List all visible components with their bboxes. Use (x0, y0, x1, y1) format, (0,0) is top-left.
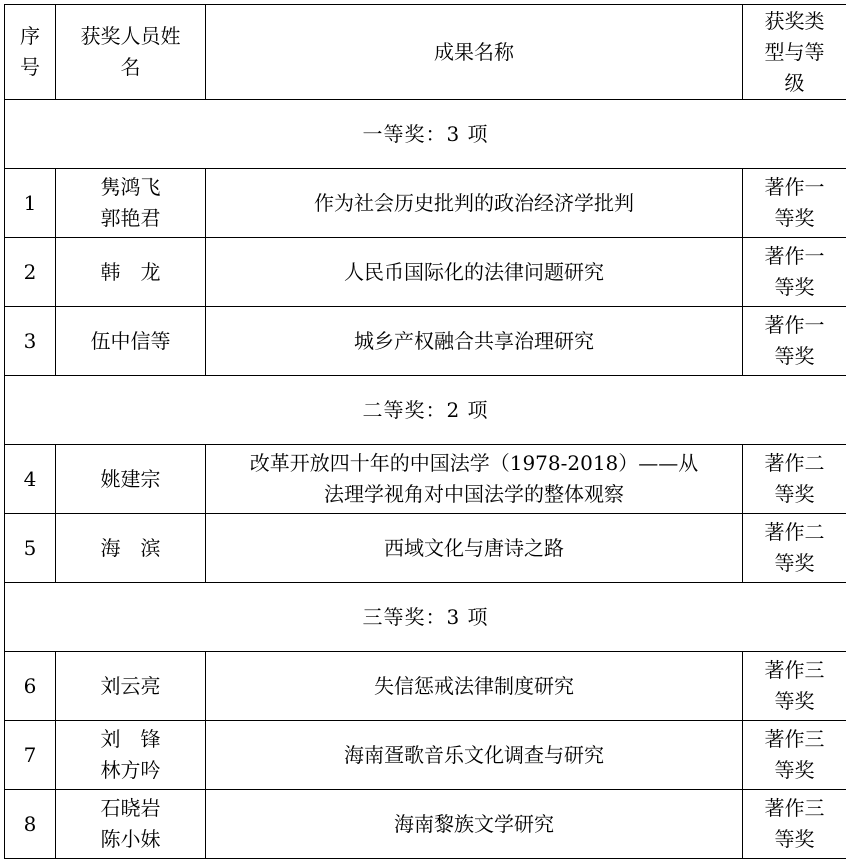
table-row (5, 790, 846, 859)
row-type: 著作一 等奖 (743, 238, 846, 307)
row-index: 5 (5, 514, 56, 583)
row-type: 著作一 等奖 (743, 169, 846, 238)
row-index: 3 (5, 307, 56, 376)
section-label: 二等奖：2 项 (5, 376, 846, 445)
table-row (5, 445, 846, 514)
row-index: 1 (5, 169, 56, 238)
table-row (5, 514, 846, 583)
section-row-third-prize (5, 583, 846, 652)
header-names: 获奖人员姓 名 (56, 5, 206, 100)
table-row (5, 652, 846, 721)
row-names: 刘云亮 (56, 652, 206, 721)
row-type: 著作三 等奖 (743, 652, 846, 721)
row-index: 7 (5, 721, 56, 790)
header-type: 获奖类 型与等 级 (743, 5, 846, 100)
row-index: 2 (5, 238, 56, 307)
row-type: 著作一 等奖 (743, 307, 846, 376)
row-names: 海 滨 (56, 514, 206, 583)
section-row-first-prize (5, 100, 846, 169)
row-index: 4 (5, 445, 56, 514)
row-names: 韩 龙 (56, 238, 206, 307)
row-index: 8 (5, 790, 56, 859)
section-label: 一等奖：3 项 (5, 100, 846, 169)
table-row (5, 169, 846, 238)
row-title: 作为社会历史批判的政治经济学批判 (206, 169, 743, 238)
row-names: 刘 锋 林方吟 (56, 721, 206, 790)
row-type: 著作二 等奖 (743, 514, 846, 583)
row-names: 伍中信等 (56, 307, 206, 376)
awards-table-body (5, 5, 846, 859)
row-names: 姚建宗 (56, 445, 206, 514)
header-index: 序 号 (5, 5, 56, 100)
row-title: 海南黎族文学研究 (206, 790, 743, 859)
row-type: 著作三 等奖 (743, 790, 846, 859)
row-title: 人民币国际化的法律问题研究 (206, 238, 743, 307)
header-title: 成果名称 (206, 5, 743, 100)
header-row (5, 5, 846, 100)
row-title: 海南疍歌音乐文化调查与研究 (206, 721, 743, 790)
table-row (5, 238, 846, 307)
table-row (5, 721, 846, 790)
section-label: 三等奖：3 项 (5, 583, 846, 652)
row-title: 失信惩戒法律制度研究 (206, 652, 743, 721)
row-names: 石晓岩 陈小妹 (56, 790, 206, 859)
awards-table (4, 4, 846, 859)
row-type: 著作三 等奖 (743, 721, 846, 790)
row-title: 城乡产权融合共享治理研究 (206, 307, 743, 376)
row-names: 隽鸿飞 郭艳君 (56, 169, 206, 238)
row-index: 6 (5, 652, 56, 721)
table-row (5, 307, 846, 376)
row-title: 改革开放四十年的中国法学（1978-2018）——从 法理学视角对中国法学的整体观察 (206, 445, 743, 514)
row-title: 西域文化与唐诗之路 (206, 514, 743, 583)
section-row-second-prize (5, 376, 846, 445)
row-type: 著作二 等奖 (743, 445, 846, 514)
